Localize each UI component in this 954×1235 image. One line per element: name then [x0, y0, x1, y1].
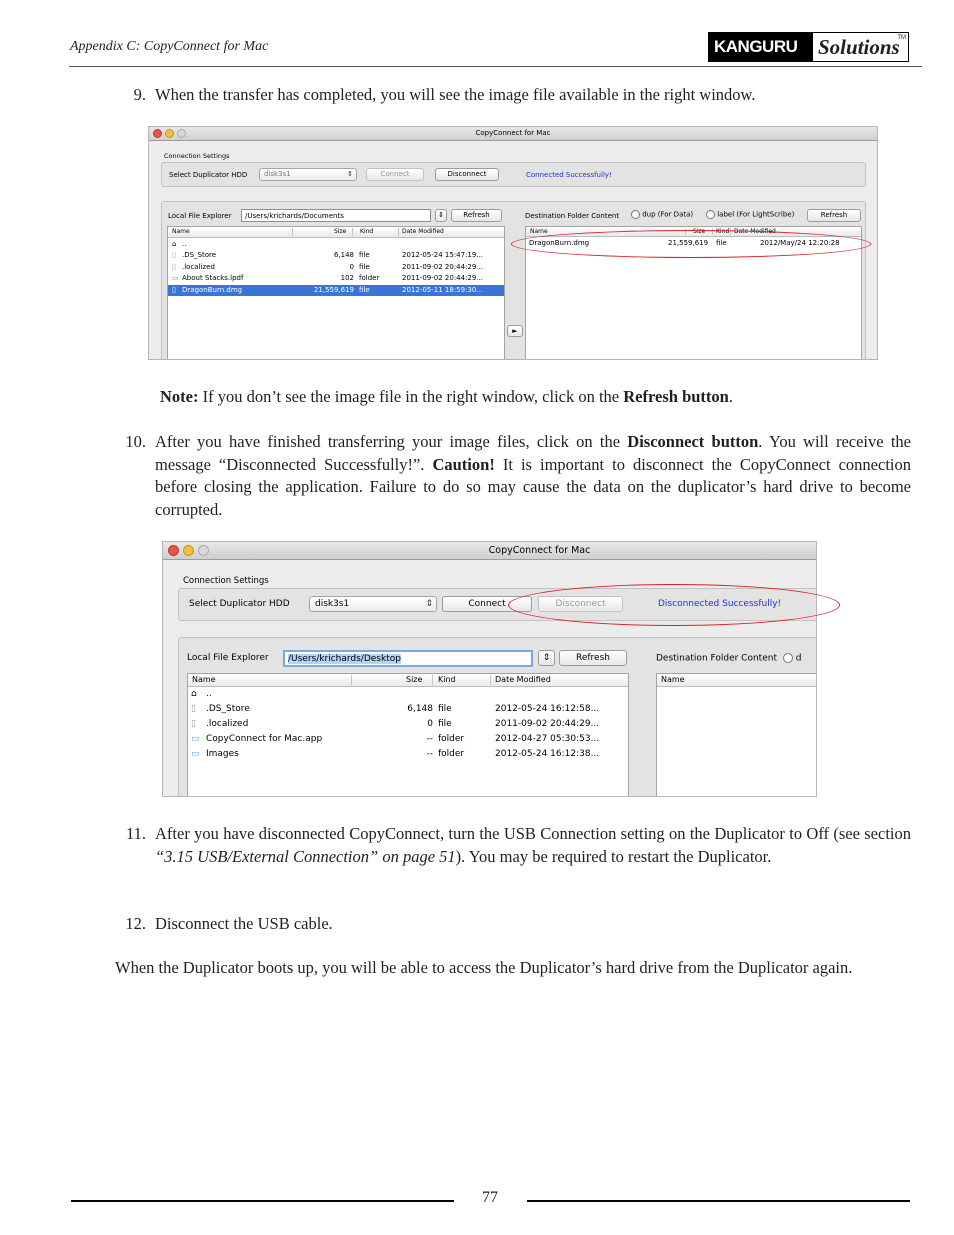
- step-text: After you have finished transferring your image files, click on the Disconnect button. You will receive the message “Disconnected Successfully!”. Caution! It is important to disconnect the CopyConnect connection before closing the application. Failure to do so may cause the data on the duplicator’s hard drive to become corrupted.: [155, 432, 911, 519]
- select-hdd-label: Select Duplicator HDD: [169, 171, 248, 179]
- table-row[interactable]: [168, 273, 504, 285]
- footer-rule-right: [527, 1200, 910, 1202]
- running-header: Appendix C: CopyConnect for Mac: [70, 39, 269, 54]
- cell-name: .localized: [182, 262, 215, 271]
- folder-icon: ▭: [191, 749, 200, 759]
- window-title: CopyConnect for Mac: [163, 542, 816, 560]
- path-input[interactable]: /Users/krichards/Desktop: [283, 650, 533, 667]
- footer-rule-left: [71, 1200, 454, 1202]
- list-header: Name Size Kind Date Modified: [526, 227, 861, 237]
- table-row[interactable]: [188, 717, 628, 732]
- highlight-ellipse: [511, 230, 871, 258]
- table-row[interactable]: [168, 285, 504, 297]
- hdd-select[interactable]: disk3s1 ⇕: [309, 596, 437, 612]
- cell-size: 0: [427, 719, 433, 729]
- cell-name: .DS_Store: [206, 704, 250, 714]
- cell-name: .DS_Store: [182, 251, 217, 259]
- home-icon: ⌂: [191, 689, 197, 699]
- cell-size: 0: [349, 262, 354, 271]
- cell-kind: folder: [438, 749, 465, 759]
- destination-file-list[interactable]: [656, 673, 817, 797]
- list-header: Name: [657, 674, 817, 687]
- file-icon: ▯: [191, 704, 196, 714]
- cell-kind: file: [359, 285, 370, 294]
- app-window-2: [162, 541, 817, 797]
- destination-label: Destination Folder Content: [525, 212, 620, 220]
- radio-dup-label: dup (For Data): [642, 210, 694, 219]
- minimize-icon[interactable]: [165, 129, 174, 138]
- step-number: 11.: [125, 824, 146, 843]
- window-title: CopyConnect for Mac: [149, 127, 877, 141]
- connect-button[interactable]: Connect: [366, 168, 424, 181]
- step-text: When the transfer has completed, you will see the image file available in the right window.: [155, 85, 756, 104]
- cell-date: 2012-05-24 16:12:38...: [495, 749, 600, 759]
- path-stepper[interactable]: ⇕: [435, 209, 447, 222]
- file-icon: ▯: [172, 285, 176, 294]
- step-number: 12.: [125, 914, 146, 933]
- connection-status: Disconnected Successfully!: [658, 599, 782, 609]
- select-hdd-label: Select Duplicator HDD: [189, 599, 290, 609]
- list-header: [168, 227, 504, 238]
- list-item-up[interactable]: ⌂ ..: [188, 687, 628, 702]
- note: Note: If you don’t see the image file in the right window, click on the Refresh button.: [160, 387, 733, 406]
- cell-kind: file: [438, 704, 452, 714]
- logo-brand: KANGURU: [709, 33, 813, 61]
- step-text: Disconnect the USB cable.: [155, 914, 333, 933]
- kanguru-logo: [708, 32, 909, 62]
- disconnect-button[interactable]: Disconnect: [435, 168, 499, 181]
- path-stepper[interactable]: ⇕: [538, 650, 555, 666]
- connection-status: Connected Successfully!: [526, 171, 612, 179]
- cell-date: 2012-04-27 05:30:53...: [495, 734, 600, 744]
- radio-label-icon[interactable]: [706, 210, 715, 219]
- table-row[interactable]: [188, 702, 628, 717]
- connect-button[interactable]: Connect: [442, 596, 532, 612]
- cell-size: 21,559,619: [313, 285, 354, 294]
- local-explorer-label: Local File Explorer: [187, 653, 269, 663]
- play-arrow-icon: ►: [512, 327, 518, 335]
- refresh-button[interactable]: Refresh: [451, 209, 502, 222]
- radio-dup-icon[interactable]: [631, 210, 640, 219]
- radio-label[interactable]: [706, 210, 794, 219]
- folder-icon: ▭: [191, 734, 200, 744]
- connection-settings-label: Connection Settings: [183, 576, 269, 586]
- zoom-icon[interactable]: [177, 129, 186, 138]
- note-label: Note:: [160, 387, 199, 406]
- closing-paragraph: When the Duplicator boots up, you will be able to access the Duplicator’s hard drive from the Duplicator again.: [115, 958, 853, 977]
- step-number: 10.: [125, 432, 146, 451]
- list-item-up[interactable]: ⌂ ..: [172, 240, 187, 248]
- cell-name: CopyConnect for Mac.app: [206, 734, 323, 744]
- transfer-arrow-button[interactable]: [507, 325, 523, 337]
- file-icon: ▯: [172, 262, 176, 271]
- radio-label-label: label (For LightScribe): [717, 210, 795, 219]
- destination-label: Destination Folder Content d: [656, 653, 802, 664]
- connection-settings-label: Connection Settings: [164, 152, 230, 160]
- section-reference[interactable]: “3.15 USB/External Connection” on page 51: [155, 846, 456, 866]
- cell-size: --: [426, 749, 433, 759]
- cell-date: 2011-09-02 20:44:29...: [402, 262, 484, 271]
- col-kind[interactable]: Kind: [360, 228, 374, 235]
- cell-name: About Stacks.lpdf: [182, 274, 244, 282]
- home-icon: ⌂: [172, 240, 177, 248]
- select-arrow-icon: ⇕: [425, 599, 433, 609]
- zoom-icon[interactable]: [198, 545, 209, 556]
- cell-kind: file: [359, 262, 370, 271]
- table-row[interactable]: [168, 250, 504, 262]
- table-row[interactable]: [168, 262, 504, 274]
- hdd-select[interactable]: [259, 168, 357, 181]
- cell-size: 6,148: [333, 251, 354, 259]
- cell-kind: folder: [359, 274, 380, 282]
- cell-size: 102: [340, 274, 354, 282]
- header-rule: [69, 66, 922, 67]
- cell-date: 2012-05-24 15:47:19...: [402, 251, 484, 259]
- cell-size: 6,148: [407, 704, 433, 714]
- table-row[interactable]: [188, 732, 628, 747]
- page-number: 77: [482, 1189, 498, 1206]
- col-name[interactable]: Name: [172, 228, 190, 235]
- cell-date: 2012-05-11 18:59:30...: [402, 285, 484, 294]
- col-size[interactable]: Size: [334, 228, 347, 235]
- file-icon: ▯: [191, 719, 196, 729]
- cell-date: 2012-05-24 16:12:58...: [495, 704, 600, 714]
- col-date[interactable]: Date Modified: [402, 228, 444, 235]
- cell-date: 2011-09-02 20:44:29...: [495, 719, 600, 729]
- dest-refresh-button[interactable]: Refresh: [807, 209, 861, 222]
- disconnect-button[interactable]: Disconnect: [538, 596, 623, 612]
- cell-kind: file: [359, 251, 370, 259]
- path-input[interactable]: /Users/krichards/Documents: [241, 209, 431, 222]
- radio-dup[interactable]: [631, 210, 693, 219]
- cell-date: 2011-09-02 20:44:29...: [402, 274, 484, 282]
- step-text: After you have disconnected CopyConnect, turn the USB Connection setting on the Duplicator to Off (see section “3.15 USB/External Connection” on page 51). You may be required to restart the Duplicator.: [155, 824, 911, 866]
- close-icon[interactable]: [153, 129, 162, 138]
- local-explorer-label: Local File Explorer: [168, 212, 232, 220]
- local-file-list[interactable]: [167, 226, 505, 360]
- select-arrow-icon: ⇕: [347, 170, 353, 178]
- highlight-ellipse: [508, 584, 840, 626]
- folder-icon: ▭: [172, 274, 179, 282]
- refresh-button[interactable]: Refresh: [559, 650, 627, 666]
- cell-kind: folder: [438, 734, 465, 744]
- local-file-list[interactable]: [187, 673, 629, 797]
- hdd-select-value: disk3s1: [264, 170, 291, 178]
- table-row[interactable]: DragonBurn.dmg 21,559,619 file 2012/May/24 12:20:28: [529, 239, 840, 247]
- cell-size: --: [426, 734, 433, 744]
- step-number: 9.: [133, 85, 146, 104]
- list-header: Name Size Kind Date Modified: [188, 674, 628, 687]
- file-icon: ▯: [172, 251, 176, 259]
- cell-name: DragonBurn.dmg: [182, 285, 243, 294]
- radio-dup-icon[interactable]: [783, 653, 793, 663]
- logo-solutions: Solutions: [818, 34, 900, 59]
- logo-tm: TM: [897, 35, 906, 41]
- cell-kind: file: [438, 719, 452, 729]
- minimize-icon[interactable]: [183, 545, 194, 556]
- close-icon[interactable]: [168, 545, 179, 556]
- table-row[interactable]: [188, 747, 628, 762]
- cell-name: .localized: [206, 719, 249, 729]
- cell-name: Images: [206, 749, 239, 759]
